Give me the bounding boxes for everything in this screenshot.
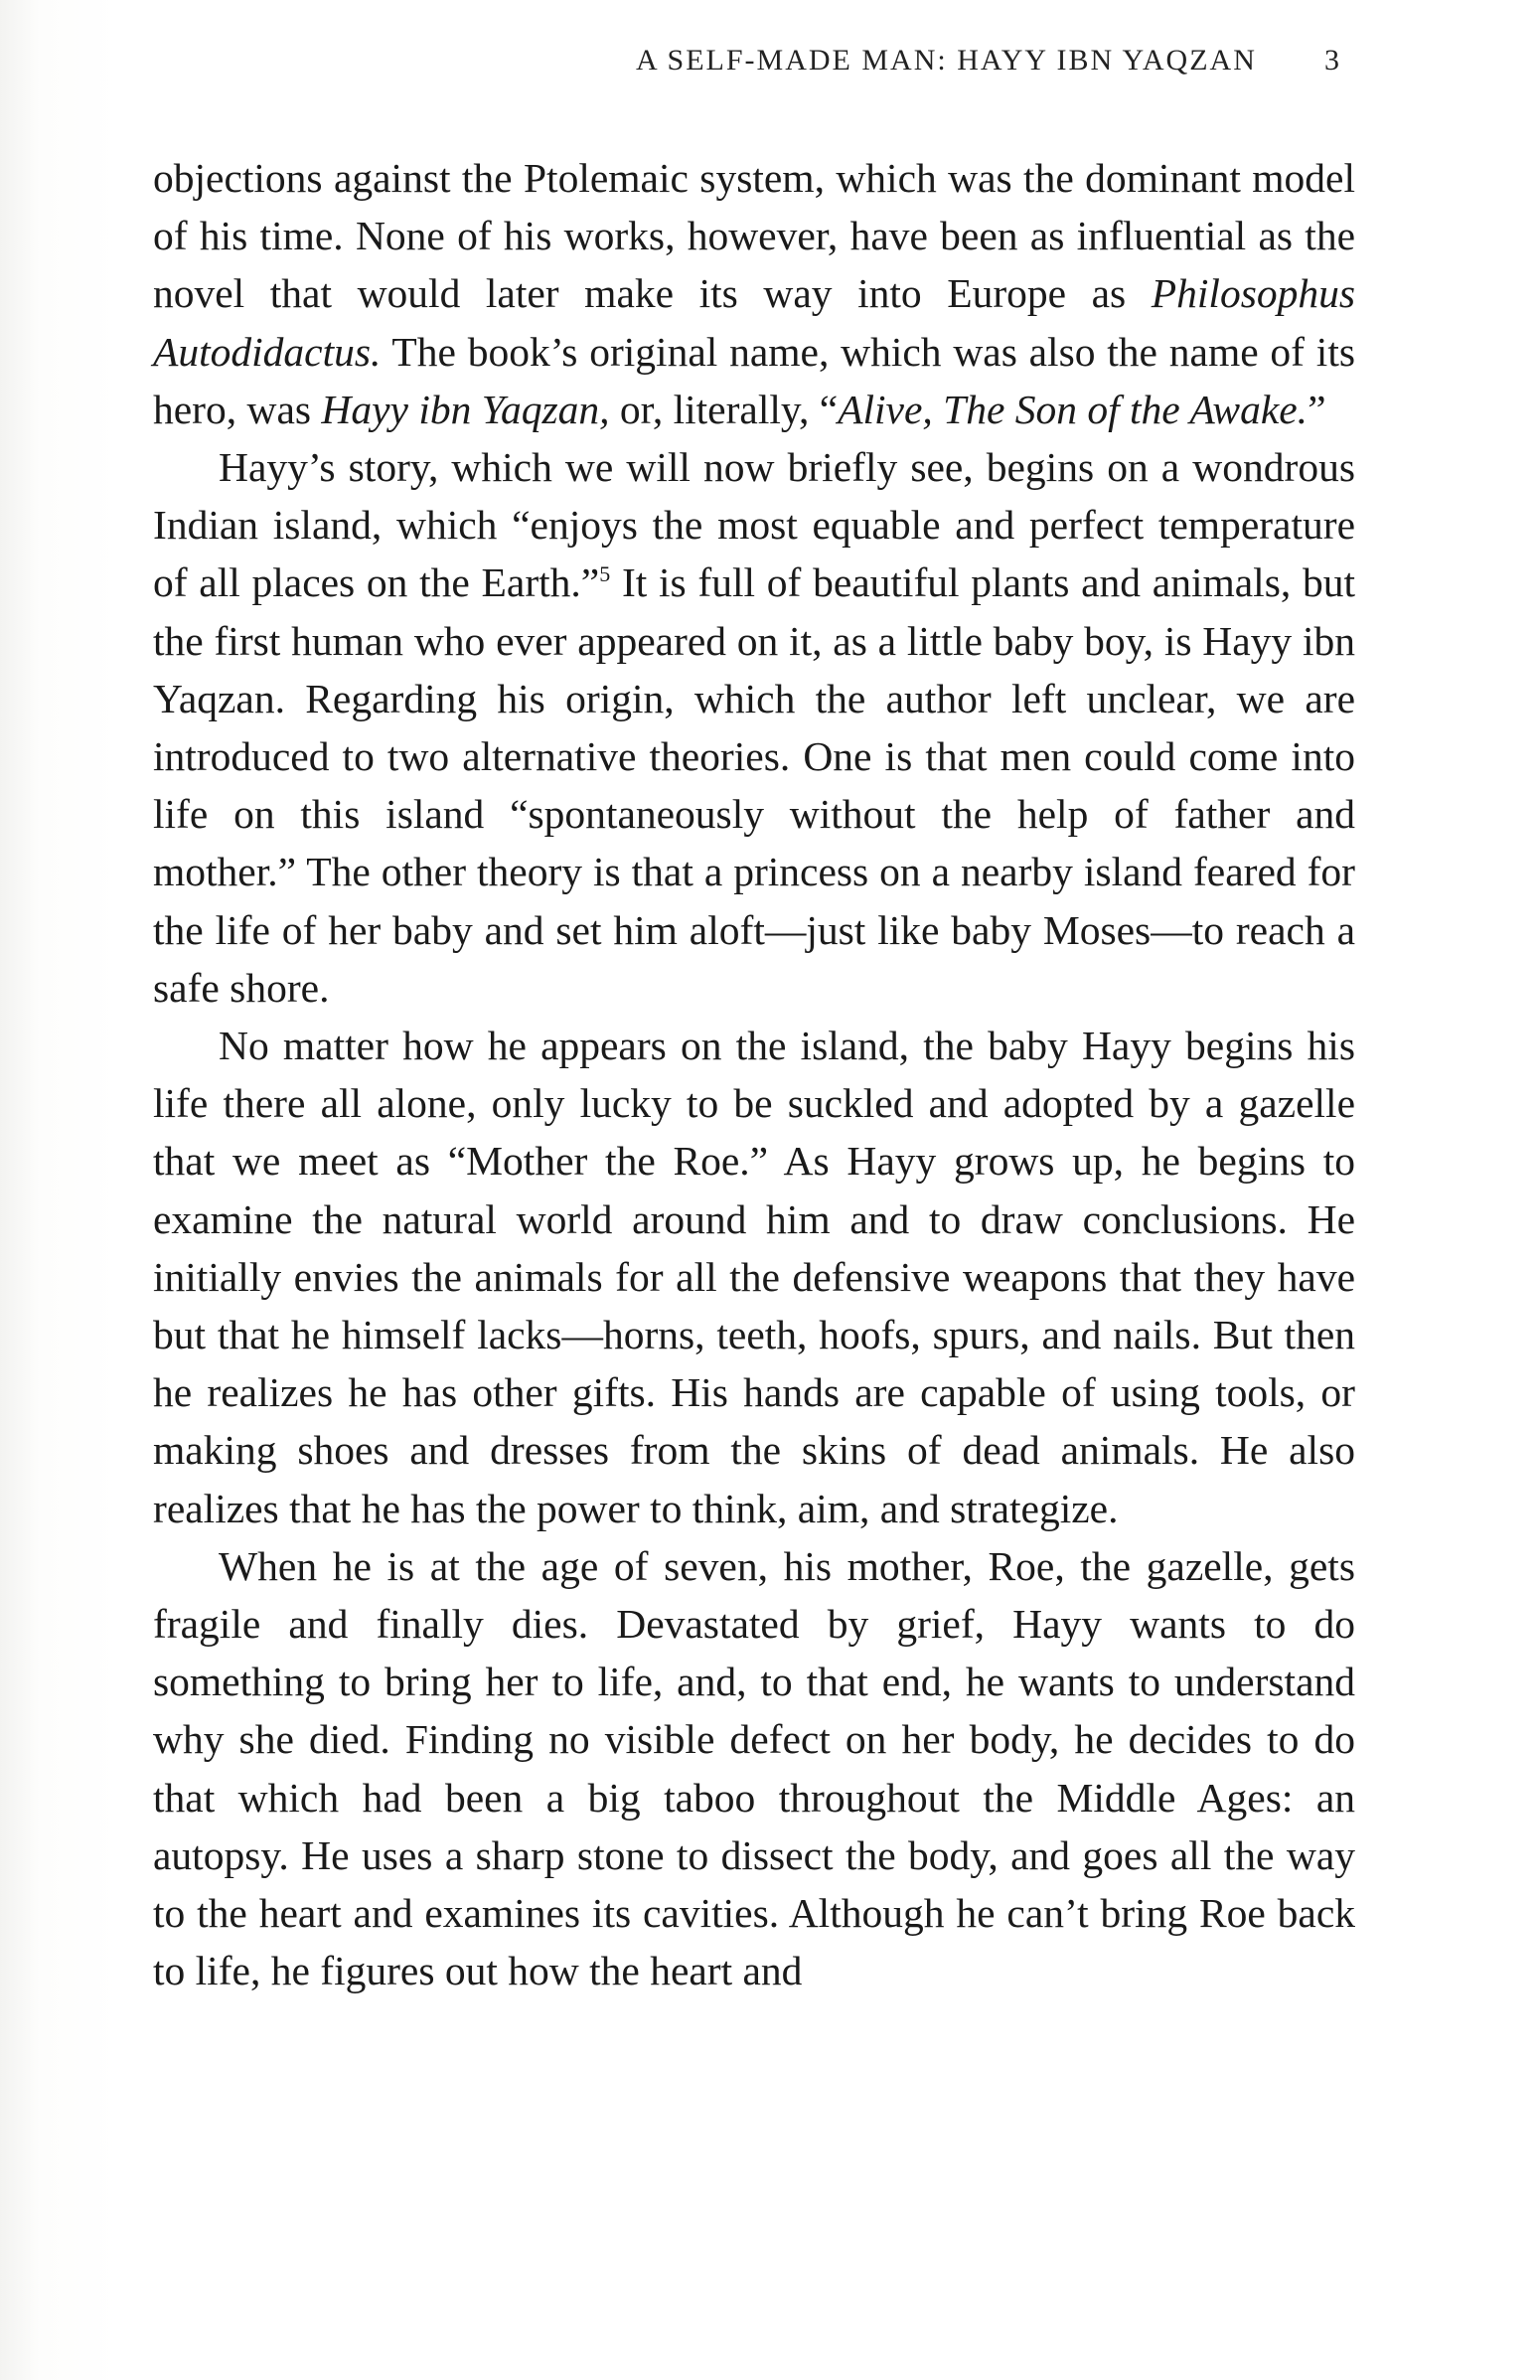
- book-title-arabic: Hayy ibn Yaqzan,: [321, 386, 610, 432]
- paragraph-1-text-cont: The book’s original name, which was also the name of its hero, was: [153, 328, 1355, 432]
- paragraph-2-text: Hayy’s story, which we will now briefly see, begins on a wondrous Indian island, which “enjoys the most equable and perfect temperature of all places on the Earth.”: [153, 444, 1355, 606]
- body-text: [153, 149, 1355, 2000]
- footnote-reference: 5: [599, 561, 611, 587]
- paragraph-4: [153, 1537, 1355, 2000]
- paragraph-1-text-cont-2: or, literally, “: [609, 386, 839, 432]
- paragraph-3: [153, 1017, 1355, 1537]
- page-number: 3: [1324, 44, 1341, 77]
- running-header: [636, 44, 1361, 78]
- paragraph-2-text-cont: It is full of beautiful plants and animals, but the first human who ever appeared on it, as a little baby boy, is Hayy ibn Yaqzan. Regarding his origin, which the author left unclear, we are introduced to two alternative theories. One is that men could come into life on this island “spontaneously without the help of father and mother.” The other theory is that a princess on a nearby island feared for the life of her baby and set him aloft—just like baby Moses—to reach a safe shore.: [153, 559, 1355, 1011]
- paragraph-4-text: When he is at the age of seven, his mother, Roe, the gazelle, gets fragile and finally dies. Devastated by grief, Hayy wants to do something to bring her to life, and, to that end, he wants to understand why she died. Finding no visible defect on her body, he decides to do that which had been a big taboo throughout the Middle Ages: an autopsy. He uses a sharp stone to dissect the body, and goes all the way to the heart and examines its cavities. Although he can’t bring Roe back to life, he figures out how the heart and: [153, 1542, 1355, 1994]
- running-title: A SELF-MADE MAN: HAYY IBN YAQZAN: [636, 44, 1257, 77]
- paragraph-1: [153, 149, 1355, 438]
- book-title-latin: Philosophus Autodidactus.: [153, 270, 1355, 375]
- paragraph-3-text: No matter how he appears on the island, the baby Hayy begins his life there all alone, only lucky to be suckled and adopted by a gazelle that we meet as “Mother the Roe.” As Hayy grows up, he begins to examine the natural world around him and to draw conclusions. He initially envies the animals for all the defensive weapons that they have but that he himself lacks—horns, teeth, hoofs, spurs, and nails. But then he realizes he has other gifts. His hands are capable of using tools, or making shoes and dresses from the skins of dead animals. He also realizes that he has the power to think, aim, and strategize.: [153, 1023, 1355, 1531]
- closing-quote: ”: [1308, 386, 1326, 432]
- title-translation: Alive, The Son of the Awake.: [838, 386, 1309, 432]
- paragraph-2: [153, 438, 1355, 1017]
- paragraph-1-text: objections against the Ptolemaic system, which was the dominant model of his time. None of his works, however, have been as influential as the novel that would later make its way into Europe as: [153, 155, 1355, 317]
